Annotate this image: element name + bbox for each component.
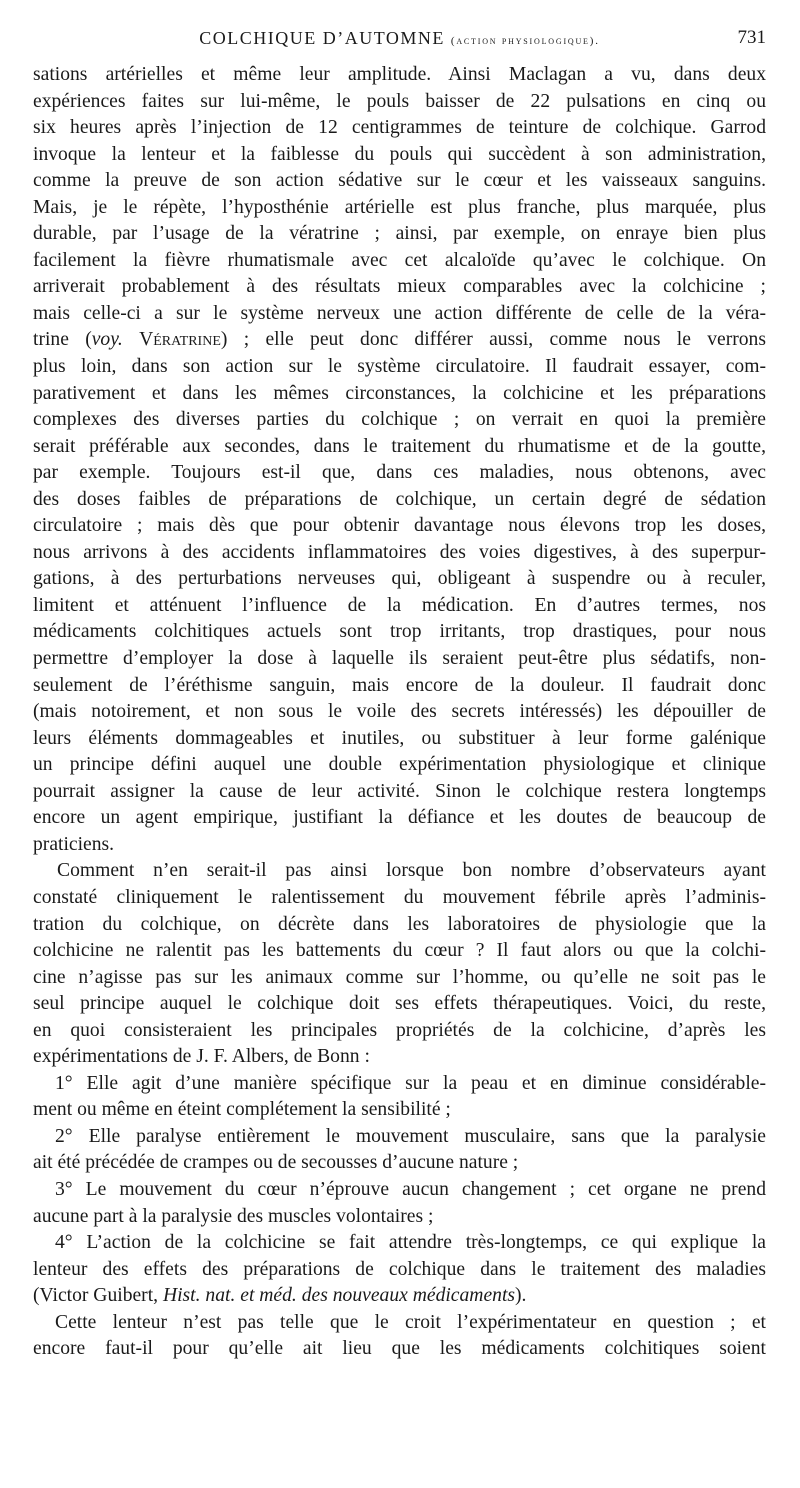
- text-segment: gations, à des perturbations nerveuses qui, obligeant à suspendre ou à reculer,: [33, 568, 766, 590]
- text-line: [33, 1150, 766, 1177]
- text-segment: ).: [515, 1285, 527, 1307]
- text-segment: praticiens.: [33, 833, 115, 855]
- text-line: [33, 460, 766, 487]
- running-header: [33, 26, 766, 50]
- text-line: [33, 566, 766, 593]
- text-line: [33, 779, 766, 806]
- text-segment: 4° L’action de la colchicine se fait attendre très-longtemps, ce qui explique la: [55, 1232, 766, 1254]
- text-line: [33, 805, 766, 832]
- text-segment: expériences faites sur lui-même, le pouls baisser de 22 pulsations en cinq ou: [33, 90, 766, 112]
- text-line: [33, 673, 766, 700]
- text-segment: comme la preuve de son action sédative sur le cœur et les vaisseaux sanguins.: [33, 170, 766, 192]
- text-segment: cine n’agisse pas sur les animaux comme sur l’homme, ou qu’elle ne soit pas le: [33, 966, 766, 988]
- text-segment: encore faut-il pour qu’elle ait lieu que les médicaments colchitiques soient: [33, 1338, 766, 1360]
- text-segment: limitent et atténuent l’influence de la médication. En d’autres termes, nos: [33, 594, 766, 616]
- text-segment: encore un agent empirique, justifiant la défiance et les doutes de beaucoup de: [33, 807, 766, 829]
- text-segment: seulement de l’éréthisme sanguin, mais encore de la douleur. Il faudrait donc: [33, 674, 766, 696]
- text-segment: un principe défini auquel une double expérimentation physiologique et clinique: [33, 754, 766, 776]
- text-segment: leurs éléments dommageables et inutiles, ou substituer à leur forme galénique: [33, 727, 766, 749]
- text-line: [33, 327, 766, 354]
- text-segment: trine (: [33, 329, 92, 351]
- text-segment: tration du colchique, on décrète dans les laboratoires de physiologie que la: [33, 913, 766, 935]
- italic-segment: voy.: [91, 329, 123, 351]
- text-line: [33, 274, 766, 301]
- text-line: [33, 221, 766, 248]
- text-segment: pourrait assigner la cause de leur activité. Sinon le colchique restera longtemps: [33, 780, 766, 802]
- text-segment: complexes des diverses parties du colchique ; on verrait en quoi la première: [33, 409, 766, 431]
- text-segment: circulatoire ; mais dès que pour obtenir davantage nous élevons trop les doses,: [33, 515, 766, 537]
- text-line: [33, 858, 766, 885]
- text-segment: mais celle-ci a sur le système nerveux une action différente de celle de la véra-: [33, 302, 766, 324]
- text-line: [33, 752, 766, 779]
- text-segment: Cette lenteur n’est pas telle que le croit l’expérimentateur en question ; et: [55, 1311, 766, 1333]
- text-segment: ) ; elle peut donc différer aussi, comme nous le verrons: [220, 329, 766, 351]
- text-line: [33, 832, 766, 859]
- text-line: [33, 115, 766, 142]
- text-line: [33, 965, 766, 992]
- text-line: [33, 991, 766, 1018]
- text-line: [33, 912, 766, 939]
- text-line: [33, 62, 766, 89]
- text-segment: ait été précédée de crampes ou de secousses d’aucune nature ;: [33, 1152, 519, 1174]
- text-line: [33, 726, 766, 753]
- text-segment: ment ou même en éteint complétement la sensibilité ;: [33, 1099, 451, 1121]
- text-line: [33, 1310, 766, 1337]
- text-line: [33, 1283, 766, 1310]
- text-segment: plus loin, dans son action sur le système circulatoire. Il faudrait essayer, com-: [33, 356, 766, 378]
- text-line: [33, 513, 766, 540]
- text-line: [33, 1124, 766, 1151]
- text-line: [33, 407, 766, 434]
- text-line: [33, 195, 766, 222]
- text-segment: expérimentations de J. F. Albers, de Bonn :: [33, 1046, 370, 1068]
- text-line: [33, 381, 766, 408]
- text-segment: six heures après l’injection de 12 centigrammes de teinture de colchique. Garrod: [33, 117, 766, 139]
- text-segment: durable, par l’usage de la vératrine ; ainsi, par exemple, on enraye bien plus: [33, 223, 766, 245]
- text-line: [33, 1204, 766, 1231]
- text-line: [33, 142, 766, 169]
- text-segment: facilement la fièvre rhumatismale avec cet alcaloïde qu’avec le colchique. On: [33, 249, 766, 271]
- running-title-main: COLCHIQUE D’AUTOMNE: [199, 28, 445, 48]
- text-segment: parativement et dans les mêmes circonstances, la colchicine et les préparations: [33, 382, 766, 404]
- text-line: [33, 301, 766, 328]
- text-line: [33, 699, 766, 726]
- text-segment: lenteur des effets des préparations de colchique dans le traitement des maladies: [33, 1258, 766, 1280]
- page-number: 731: [737, 27, 766, 48]
- text-line: [33, 168, 766, 195]
- text-line: [33, 938, 766, 965]
- text-line: [33, 1044, 766, 1071]
- text-line: [33, 487, 766, 514]
- text-line: [33, 885, 766, 912]
- italic-segment: Hist. nat. et méd. des nouveaux médicaments: [162, 1285, 516, 1307]
- text-segment: (Victor Guibert,: [33, 1285, 163, 1307]
- text-segment: constaté cliniquement le ralentissement du mouvement fébrile après l’adminis-: [33, 886, 766, 908]
- body-text: [33, 62, 766, 1363]
- text-line: [33, 1336, 766, 1363]
- text-segment: médicaments colchitiques actuels sont trop irritants, trop drastiques, pour nous: [33, 621, 766, 643]
- text-segment: Mais, je le répète, l’hyposthénie artérielle est plus franche, plus marquée, plus: [33, 196, 766, 218]
- text-line: [33, 593, 766, 620]
- text-segment: serait préférable aux secondes, dans le traitement du rhumatisme et de la goutte,: [33, 435, 766, 457]
- text-segment: nous arrivons à des accidents inflammatoires des voies digestives, à des superpur-: [33, 541, 766, 563]
- text-line: [33, 619, 766, 646]
- text-line: [33, 89, 766, 116]
- text-segment: arriverait probablement à des résultats mieux comparables avec la colchicine ;: [33, 276, 766, 298]
- text-segment: en quoi consisteraient les principales propriétés de la colchicine, d’après les: [33, 1019, 766, 1041]
- text-segment: Comment n’en serait-il pas ainsi lorsque bon nombre d’observateurs ayant: [57, 860, 766, 882]
- text-line: [33, 540, 766, 567]
- text-segment: 3° Le mouvement du cœur n’éprouve aucun changement ; cet organe ne prend: [55, 1178, 766, 1200]
- text-segment: colchicine ne ralentit pas les battements du cœur ? Il faut alors ou que la colchi-: [33, 940, 766, 962]
- text-line: [33, 1257, 766, 1284]
- text-line: [33, 1177, 766, 1204]
- text-segment: aucune part à la paralysie des muscles volontaires ;: [33, 1205, 434, 1227]
- text-line: [33, 1018, 766, 1045]
- running-title: [33, 28, 766, 49]
- text-segment: sations artérielles et même leur amplitude. Ainsi Maclagan a vu, dans deux: [33, 64, 766, 85]
- text-line: [33, 646, 766, 673]
- running-title-subtitle: (action physiologique).: [450, 35, 600, 47]
- text-line: [33, 434, 766, 461]
- text-line: [33, 354, 766, 381]
- text-line: [33, 1097, 766, 1124]
- text-segment: permettre d’employer la dose à laquelle ils seraient peut-être plus sédatifs, non-: [33, 648, 766, 670]
- text-line: [33, 1071, 766, 1098]
- text-segment: 1° Elle agit d’une manière spécifique sur la peau et en diminue considérable-: [55, 1072, 766, 1094]
- text-segment: 2° Elle paralyse entièrement le mouvement musculaire, sans que la paralysie: [55, 1125, 766, 1147]
- text-segment: (mais notoirement, et non sous le voile des secrets intéressés) les dépouiller de: [33, 701, 766, 723]
- text-segment: invoque la lenteur et la faiblesse du pouls qui succèdent à son administration,: [33, 143, 766, 165]
- text-line: [33, 1230, 766, 1257]
- text-segment: par exemple. Toujours est-il que, dans ces maladies, nous obtenons, avec: [33, 462, 766, 484]
- smallcaps-segment: Vératrine: [139, 329, 221, 351]
- text-line: [33, 248, 766, 275]
- text-segment: des doses faibles de préparations de colchique, un certain degré de sédation: [33, 488, 766, 510]
- text-segment: seul principe auquel le colchique doit ses effets thérapeutiques. Voici, du reste,: [33, 993, 766, 1015]
